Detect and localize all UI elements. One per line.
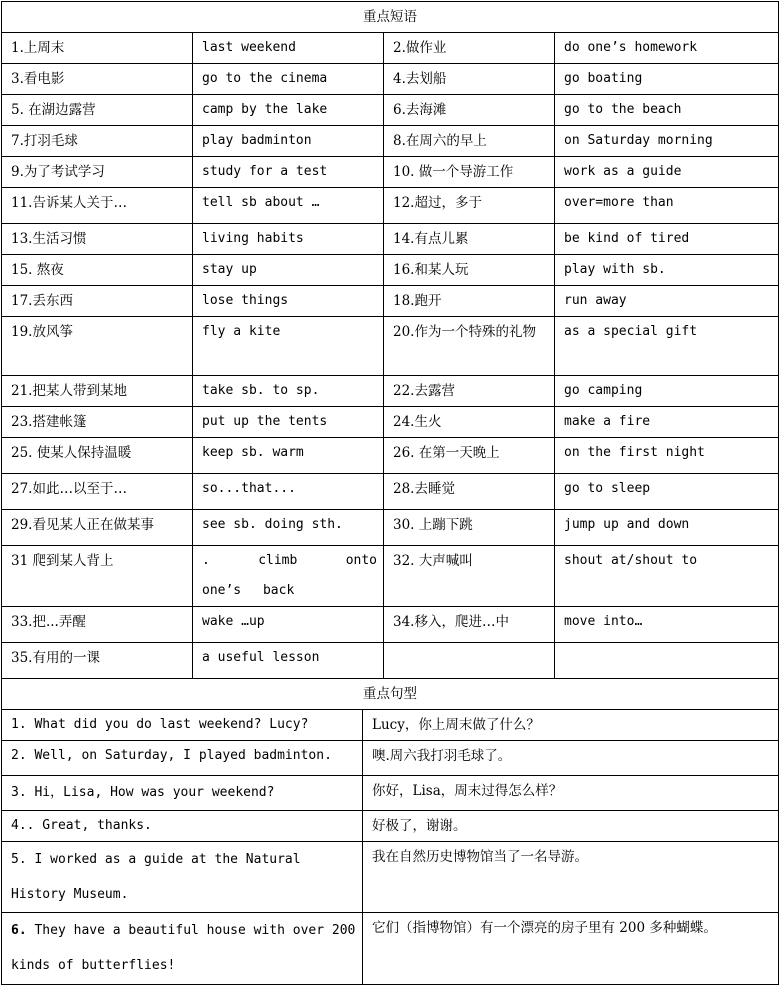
phrase-en: as a special gift xyxy=(555,317,779,376)
phrase-cn: 4.去划船 xyxy=(384,64,555,95)
phrase-cn: 22.去露营 xyxy=(384,376,555,407)
phrase-en: . climb onto one’s back xyxy=(193,546,384,607)
phrase-en: be kind of tired xyxy=(555,224,779,255)
phrase-en: go to the beach xyxy=(555,95,779,126)
phrase-en: on Saturday morning xyxy=(555,126,779,157)
phrase-en: study for a test xyxy=(193,157,384,188)
sentence-number: 6. xyxy=(11,923,27,938)
phrase-cn: 13.生活习惯 xyxy=(2,224,193,255)
phrase-en: stay up xyxy=(193,255,384,286)
phrase-cn: 11.告诉某人关于… xyxy=(2,188,193,224)
phrase-en: do one’s homework xyxy=(555,33,779,64)
phrase-cn: 19.放风筝 xyxy=(2,317,193,376)
phrase-en: move into… xyxy=(555,607,779,643)
phrase-en: jump up and down xyxy=(555,510,779,546)
sentence-cn: 好极了，谢谢。 xyxy=(363,811,779,842)
phrase-en: fly a kite xyxy=(193,317,384,376)
phrase-cn: 17.丢东西 xyxy=(2,286,193,317)
sentence-cn: 你好，Lisa，周末过得怎么样？ xyxy=(363,776,779,811)
phrase-cn: 6.去海滩 xyxy=(384,95,555,126)
sentence-en-6 xyxy=(2,913,363,985)
phrase-cn: 14.有点儿累 xyxy=(384,224,555,255)
phrase-cn: 31 爬到某人背上 xyxy=(2,546,193,607)
phrase-cn: 25. 使某人保持温暖 xyxy=(2,438,193,474)
phrase-cn: 8.在周六的早上 xyxy=(384,126,555,157)
phrase-en: last weekend xyxy=(193,33,384,64)
phrase-en: put up the tents xyxy=(193,407,384,438)
phrase-en: wake …up xyxy=(193,607,384,643)
phrase-en: tell sb about … xyxy=(193,188,384,224)
phrase-cn: 5. 在湖边露营 xyxy=(2,95,193,126)
sentence-cn: Lucy，你上周末做了什么？ xyxy=(363,710,779,741)
phrase-cn: 21.把某人带到某地 xyxy=(2,376,193,407)
phrase-en: shout at/shout to xyxy=(555,546,779,607)
phrase-en: work as a guide xyxy=(555,157,779,188)
sentence-en: 3. Hi，Lisa, How was your weekend? xyxy=(2,776,363,811)
phrase-en: play with sb. xyxy=(555,255,779,286)
document-page xyxy=(1,1,778,985)
phrase-en: lose things xyxy=(193,286,384,317)
sentence-en: 4.. Great, thanks. xyxy=(2,811,363,842)
sentence-cn: 它们（指博物馆）有一个漂亮的房子里有 200 多种蝴蝶。 xyxy=(363,913,779,985)
phrase-cn: 29.看见某人正在做某事 xyxy=(2,510,193,546)
sentences-table xyxy=(1,678,779,985)
phrase-en: keep sb. warm xyxy=(193,438,384,474)
phrase-cn: 3.看电影 xyxy=(2,64,193,95)
phrase-cn: 23.搭建帐篷 xyxy=(2,407,193,438)
phrase-cn: 7.打羽毛球 xyxy=(2,126,193,157)
sentence-en: 1. What did you do last weekend? Lucy? xyxy=(2,710,363,741)
phrase-cn: 32. 大声喊叫 xyxy=(384,546,555,607)
sentence-en: 2. Well, on Saturday, I played badminton. xyxy=(2,741,363,776)
phrase-en: run away xyxy=(555,286,779,317)
phrase-cn: 30. 上蹦下跳 xyxy=(384,510,555,546)
phrase-cn: 12.超过，多于 xyxy=(384,188,555,224)
sentences-title: 重点句型 xyxy=(2,679,779,710)
phrases-table xyxy=(1,1,779,679)
phrase-cn: 18.跑开 xyxy=(384,286,555,317)
phrase-en: on the first night xyxy=(555,438,779,474)
sentence-cn: 噢.周六我打羽毛球了。 xyxy=(363,741,779,776)
phrase-en: go to the cinema xyxy=(193,64,384,95)
phrase-en: living habits xyxy=(193,224,384,255)
phrase-en: camp by the lake xyxy=(193,95,384,126)
sentence-en: 5. I worked as a guide at the Natural History Museum. xyxy=(2,842,363,913)
phrase-en: go to sleep xyxy=(555,474,779,510)
phrase-en: go camping xyxy=(555,376,779,407)
phrase-en: go boating xyxy=(555,64,779,95)
phrase-cn: 2.做作业 xyxy=(384,33,555,64)
phrase-en: see sb. doing sth. xyxy=(193,510,384,546)
phrase-en: take sb. to sp. xyxy=(193,376,384,407)
phrases-title: 重点短语 xyxy=(2,2,779,33)
phrase-en: so...that... xyxy=(193,474,384,510)
phrase-en: over=more than xyxy=(555,188,779,224)
phrase-en-empty xyxy=(555,643,779,679)
phrase-cn: 10. 做一个导游工作 xyxy=(384,157,555,188)
phrase-cn: 20.作为一个特殊的礼物 xyxy=(384,317,555,376)
phrase-cn: 1.上周末 xyxy=(2,33,193,64)
phrase-cn: 33.把...弄醒 xyxy=(2,607,193,643)
phrase-cn: 26. 在第一天晚上 xyxy=(384,438,555,474)
phrase-cn: 28.去睡觉 xyxy=(384,474,555,510)
phrase-cn: 34.移入，爬进…中 xyxy=(384,607,555,643)
phrase-en: play badminton xyxy=(193,126,384,157)
phrase-en: a useful lesson xyxy=(193,643,384,679)
phrase-en: make a fire xyxy=(555,407,779,438)
sentence-text: They have a beautiful house with over 200 kinds of butterflies! xyxy=(11,923,356,973)
phrase-cn: 27.如此…以至于… xyxy=(2,474,193,510)
sentence-cn: 我在自然历史博物馆当了一名导游。 xyxy=(363,842,779,913)
phrase-cn-empty xyxy=(384,643,555,679)
phrase-cn: 16.和某人玩 xyxy=(384,255,555,286)
phrase-cn: 15. 熬夜 xyxy=(2,255,193,286)
phrase-cn: 24.生火 xyxy=(384,407,555,438)
phrase-cn: 9.为了考试学习 xyxy=(2,157,193,188)
phrase-cn: 35.有用的一课 xyxy=(2,643,193,679)
